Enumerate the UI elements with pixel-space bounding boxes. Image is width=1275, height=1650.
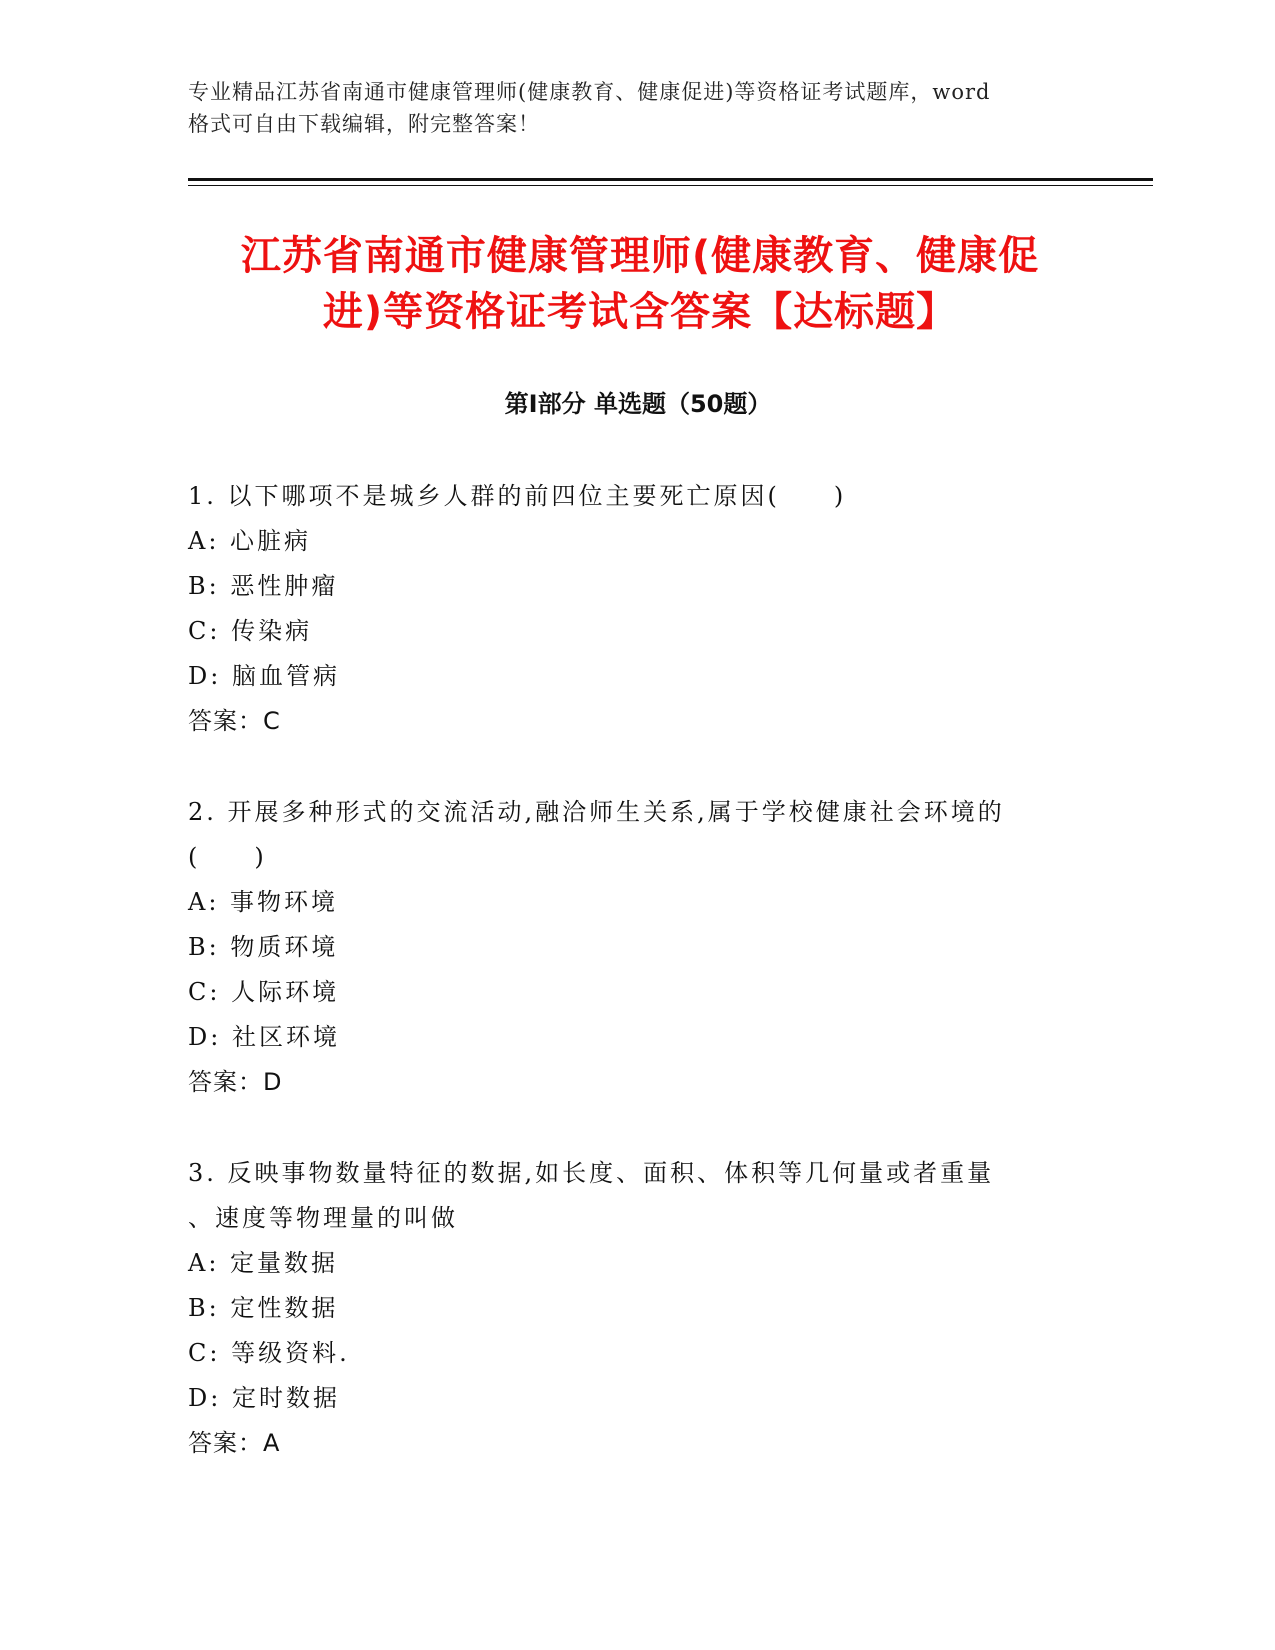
question-2 [188,790,1088,1105]
option-d: D: 定时数据 [188,1384,340,1412]
header-divider-thin [188,185,1153,186]
header-divider-thick [188,178,1153,181]
option-b: B: 物质环境 [188,933,339,961]
question-text-continued: 、速度等物理量的叫做 [188,1204,458,1232]
question-1 [188,474,1088,744]
option-a: A: 心脏病 [188,527,312,555]
option-b: B: 恶性肿瘤 [188,572,339,600]
option-c: C: 人际环境 [188,978,340,1006]
question-text: 2. 开展多种形式的交流活动,融洽师生关系,属于学校健康社会环境的 [188,798,1005,826]
header-note-line-1: 专业精品江苏省南通市健康管理师(健康教育、健康促进)等资格证考试题库，word [188,80,991,104]
question-list [188,474,1088,1512]
option-b: B: 定性数据 [188,1294,339,1322]
document-title-line-1: 江苏省南通市健康管理师(健康教育、健康促 [240,233,1040,279]
header-note [188,76,1088,140]
section-heading: 第Ⅰ部分 单选题（50题） [504,390,772,418]
question-3 [188,1151,1088,1466]
option-d: D: 社区环境 [188,1023,340,1051]
answer: 答案：A [188,1429,281,1457]
answer: 答案：C [188,707,281,735]
question-text: 1. 以下哪项不是城乡人群的前四位主要死亡原因( ) [188,482,847,510]
option-a: A: 事物环境 [188,888,339,916]
answer: 答案：D [188,1068,283,1096]
header-note-line-2: 格式可自由下载编辑，附完整答案！ [188,112,540,136]
question-text-continued: ( ) [188,843,267,871]
question-text: 3. 反映事物数量特征的数据,如长度、面积、体积等几何量或者重量 [188,1159,995,1187]
document-title-line-2: 进)等资格证考试含答案【达标题】 [322,289,958,335]
option-c: C: 等级资料. [188,1339,350,1367]
option-c: C: 传染病 [188,617,313,645]
option-a: A: 定量数据 [188,1249,339,1277]
document-title [160,228,1120,340]
option-d: D: 脑血管病 [188,662,340,690]
